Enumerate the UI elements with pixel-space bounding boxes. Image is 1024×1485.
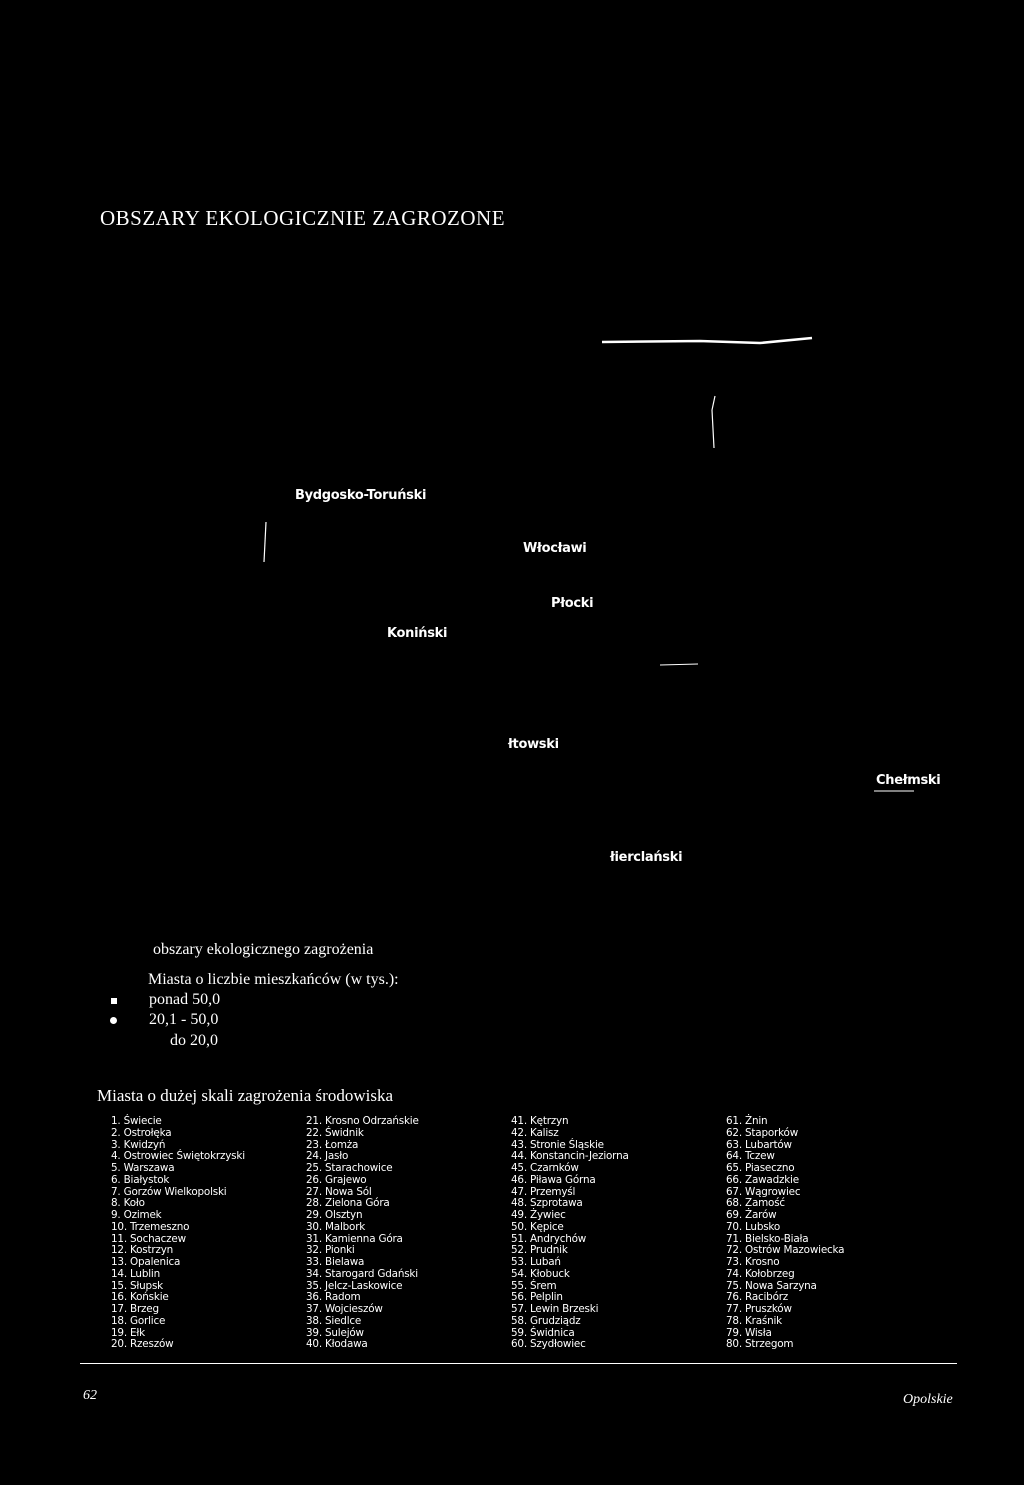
- legend-class-large: ponad 50,0: [149, 991, 221, 1008]
- list-item: 15. Słupsk: [111, 1279, 163, 1292]
- list-item: 36. Radom: [306, 1291, 361, 1304]
- list-item: 70. Lubsko: [726, 1220, 781, 1233]
- list-item: 21. Krosno Odrzańskie: [306, 1115, 419, 1127]
- region-label-plocki: Płocki: [551, 596, 594, 611]
- region-label-bierclanski: łierclański: [610, 850, 683, 865]
- region-label-wloclawski: Włocławi: [523, 541, 587, 556]
- list-item: 75. Nowa Sarzyna: [726, 1279, 817, 1292]
- list-item: 45. Czarnków: [511, 1162, 579, 1174]
- footer-rule: [80, 1363, 957, 1364]
- list-item: 49. Żywiec: [511, 1209, 566, 1221]
- page-number: 62: [83, 1388, 97, 1403]
- list-item: 27. Nowa Sól: [306, 1185, 372, 1198]
- list-item: 57. Lewin Brzeski: [511, 1303, 599, 1315]
- list-item: 31. Kamienna Góra: [306, 1232, 403, 1245]
- list-item: 64. Tczew: [726, 1150, 775, 1163]
- list-item: 56. Pelplin: [511, 1291, 563, 1304]
- region-label-lodzki: łtowski: [508, 737, 559, 752]
- list-item: 7. Gorzów Wielkopolski: [111, 1185, 227, 1198]
- list-item: 23. Łomża: [306, 1138, 359, 1151]
- list-item: 55. Śrem: [511, 1279, 557, 1292]
- list-item: 66. Zawadzkie: [726, 1173, 799, 1186]
- list-item: 44. Konstancin-Jeziorna: [511, 1150, 629, 1163]
- list-item: 59. Świdnica: [511, 1326, 575, 1339]
- list-item: 72. Ostrów Mazowiecka: [726, 1244, 845, 1257]
- list-item: 54. Kłobuck: [511, 1267, 570, 1280]
- list-item: 34. Starogard Gdański: [306, 1267, 418, 1280]
- map-boundary-lines: [0, 250, 1024, 890]
- legend-area-label: obszary ekologicznego zagrożenia: [153, 941, 374, 958]
- list-item: 58. Grudziądz: [511, 1314, 581, 1327]
- list-item: 35. Jelcz-Laskowice: [306, 1279, 403, 1292]
- region-label-bydgosko-torunski: Bydgosko-Toruński: [295, 488, 427, 503]
- list-item: 16. Końskie: [111, 1291, 169, 1304]
- list-item: 80. Strzegom: [726, 1338, 794, 1351]
- legend-dot-symbol: [110, 1017, 117, 1024]
- list-item: 5. Warszawa: [111, 1162, 175, 1174]
- list-item: 69. Żarów: [726, 1209, 777, 1221]
- list-item: 12. Kostrzyn: [111, 1244, 174, 1257]
- list-item: 20. Rzeszów: [111, 1338, 174, 1351]
- footer-label: Opolskie: [903, 1392, 953, 1407]
- list-item: 30. Malbork: [306, 1220, 366, 1233]
- list-item: 50. Kępice: [511, 1220, 564, 1233]
- list-item: 47. Przemyśl: [511, 1185, 576, 1198]
- list-item: 14. Lublin: [111, 1267, 160, 1280]
- list-item: 48. Szprotawa: [511, 1197, 583, 1210]
- list-item: 53. Lubań: [511, 1256, 561, 1268]
- city-list-column-1: [111, 1116, 245, 1351]
- city-list-column-2: [306, 1116, 419, 1351]
- list-item: 79. Wisła: [726, 1326, 772, 1339]
- legend-population-heading: Miasta o liczbie mieszkańców (w tys.):: [148, 971, 399, 988]
- cities-heading: Miasta o dużej skali zagrożenia środowiska: [97, 1086, 393, 1105]
- list-item: 65. Piaseczno: [726, 1162, 795, 1174]
- list-item: 2. Ostrołęka: [111, 1126, 172, 1139]
- list-item: 33. Bielawa: [306, 1256, 365, 1268]
- list-item: 8. Koło: [111, 1197, 145, 1210]
- list-item: 24. Jasło: [306, 1150, 349, 1163]
- list-item: 41. Kętrzyn: [511, 1115, 569, 1127]
- legend-square-symbol: [111, 998, 117, 1004]
- list-item: 28. Zielona Góra: [306, 1197, 390, 1210]
- list-item: 40. Kłodawa: [306, 1338, 368, 1351]
- list-item: 22. Świdnik: [306, 1126, 364, 1139]
- legend-class-medium: 20,1 - 50,0: [149, 1011, 219, 1028]
- list-item: 32. Pionki: [306, 1244, 355, 1257]
- list-item: 29. Olsztyn: [306, 1209, 363, 1221]
- map-area: [0, 250, 1024, 890]
- list-item: 26. Grajewo: [306, 1173, 367, 1186]
- list-item: 6. Białystok: [111, 1173, 170, 1186]
- page-title: OBSZARY EKOLOGICZNIE ZAGROZONE: [100, 206, 506, 230]
- list-item: 42. Kalisz: [511, 1126, 559, 1139]
- list-item: 71. Bielsko-Biała: [726, 1232, 809, 1245]
- list-item: 62. Staporków: [726, 1126, 798, 1139]
- legend-class-small: do 20,0: [170, 1032, 218, 1049]
- list-item: 9. Ozimek: [111, 1209, 162, 1221]
- region-label-koninski: Koniński: [387, 626, 448, 641]
- list-item: 73. Krosno: [726, 1256, 780, 1268]
- city-list-column-3: [511, 1116, 629, 1351]
- list-item: 77. Pruszków: [726, 1303, 792, 1315]
- list-item: 25. Starachowice: [306, 1162, 393, 1174]
- list-item: 68. Zamość: [726, 1197, 785, 1210]
- list-item: 1. Świecie: [111, 1115, 162, 1127]
- list-item: 63. Lubartów: [726, 1138, 792, 1151]
- list-item: 60. Szydłowiec: [511, 1338, 586, 1351]
- list-item: 39. Sulejów: [306, 1326, 364, 1339]
- list-item: 18. Gorlice: [111, 1314, 166, 1327]
- list-item: 43. Stronie Śląskie: [511, 1138, 604, 1151]
- list-item: 3. Kwidzyń: [111, 1138, 166, 1151]
- list-item: 78. Kraśnik: [726, 1314, 782, 1327]
- list-item: 76. Racibórz: [726, 1291, 789, 1304]
- list-item: 11. Sochaczew: [111, 1232, 186, 1245]
- list-item: 10. Trzemeszno: [111, 1220, 190, 1233]
- list-item: 13. Opalenica: [111, 1256, 181, 1268]
- list-item: 4. Ostrowiec Świętokrzyski: [111, 1150, 245, 1163]
- list-item: 61. Żnin: [726, 1115, 768, 1127]
- list-item: 19. Ełk: [111, 1326, 145, 1339]
- list-item: 17. Brzeg: [111, 1303, 159, 1315]
- city-list-column-4: [726, 1116, 844, 1351]
- list-item: 38. Siedlce: [306, 1314, 362, 1327]
- list-item: 46. Piława Górna: [511, 1173, 596, 1186]
- list-item: 67. Wągrowiec: [726, 1185, 801, 1198]
- list-item: 52. Prudnik: [511, 1244, 568, 1257]
- region-label-chelmski: Chełmski: [876, 773, 941, 788]
- list-item: 37. Wojcieszów: [306, 1303, 383, 1315]
- list-item: 51. Andrychów: [511, 1232, 587, 1245]
- list-item: 74. Kołobrzeg: [726, 1267, 795, 1280]
